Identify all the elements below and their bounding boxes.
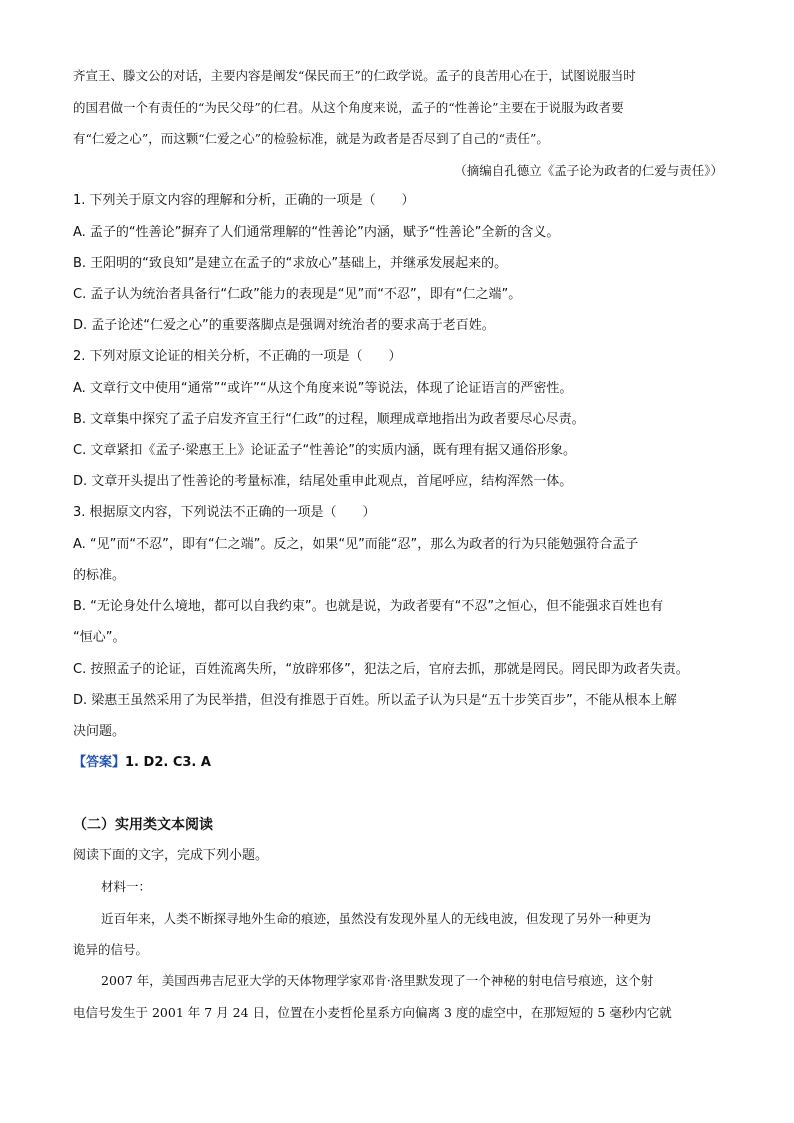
option-line: D. 梁惠王虽然采用了为民举措，但没有推恩于百姓。所以孟子认为只是“五十步笑百步”，不能从根本上解: [73, 693, 677, 708]
option-line-continued: 的标准。: [73, 568, 126, 583]
option-line: A. 文章行文中使用“通常”“或许”“从这个角度来说”等说法，体现了论证语言的严密性。: [73, 381, 573, 396]
question-stem: 2. 下列对原文论证的相关分析，不正确的一项是（ ）: [73, 349, 402, 364]
section-title: （二）实用类文本阅读: [73, 817, 213, 833]
option-line-continued: “恒心”。: [73, 630, 126, 645]
passage-line: 齐宣王、滕文公的对话，主要内容是阐发“保民而王”的仁政学说。孟子的良苦用心在于，试图说服当时: [73, 68, 636, 83]
option-line: A. 孟子的“性善论”摒弃了人们通常理解的“性善论”内涵，赋予“性善论”全新的含义。: [73, 225, 560, 240]
section-instruction: 阅读下面的文字，完成下列小题。: [73, 848, 269, 863]
material-line: 近百年来，人类不断探寻地外生命的痕迹，虽然没有发现外星人的无线电波，但发现了另外一种更为: [101, 911, 652, 926]
passage-source: （摘编自孔德立《孟子论为政者的仁爱与责任》）: [454, 163, 723, 178]
option-line: A. “见”而“不忍”，即有“仁之端”。反之，如果“见”而能“忍”，那么为政者的行为只能勉强符合孟子: [73, 537, 639, 552]
answer-text: 1. D2. C3. A: [125, 755, 211, 770]
option-line: D. 文章开头提出了性善论的考量标准，结尾处重申此观点，首尾呼应，结构浑然一体。: [73, 474, 573, 489]
material-line: 电信号发生于 2001 年 7 月 24 日，位置在小麦哲伦星系方向偏离 3 度的虚空中，在那短短的 5 毫秒内它就: [73, 1005, 672, 1020]
option-line: C. 孟子认为统治者具备行“仁政”能力的表现是“见”而“不忍”，即有“仁之端”。: [73, 287, 522, 302]
option-line: B. 王阳明的“致良知”是建立在孟子的“求放心”基础上，并继承发展起来的。: [73, 256, 508, 271]
answer-line: [73, 753, 723, 773]
option-line-continued: 决问题。: [73, 724, 126, 739]
option-line: D. 孟子论述“仁爱之心”的重要落脚点是强调对统治者的要求高于老百姓。: [73, 318, 495, 333]
material-line: 诡异的信号。: [73, 942, 149, 957]
option-line: C. 按照孟子的论证，百姓流离失所，“放辟邪侈”，犯法之后，官府去抓，那就是罔民。罔民即为政者失责。: [73, 662, 689, 677]
material-line: 2007 年，美国西弗吉尼亚大学的天体物理学家邓肯·洛里默发现了一个神秘的射电信号痕迹，这个射: [101, 973, 654, 988]
passage-line: 的国君做一个有责任的“为民父母”的仁君。从这个角度来说，孟子的“性善论”主要在于说服为政者要: [73, 100, 624, 115]
option-line: B. “无论身处什么境地，都可以自我约束”。也就是说，为政者要有“不忍”之恒心，但不能强求百姓也有: [73, 599, 664, 614]
option-line: C. 文章紧扣《孟子·梁惠王上》论证孟子“性善论”的实质内涵，既有理有据又通俗形象。: [73, 443, 576, 458]
question-stem: 1. 下列关于原文内容的理解和分析，正确的一项是（ ）: [73, 193, 415, 208]
question-stem: 3. 根据原文内容，下列说法不正确的一项是（ ）: [73, 505, 376, 520]
passage-line: 有“仁爱之心”，而这颗“仁爱之心”的检验标准，就是为政者是否尽到了自己的“责任”。: [73, 131, 549, 146]
material-label: 材料一：: [101, 879, 152, 894]
answer-label: 【答案】: [73, 755, 126, 770]
option-line: B. 文章集中探究了孟子启发齐宣王行“仁政”的过程，顺理成章地指出为政者要尽心尽责。: [73, 412, 585, 427]
